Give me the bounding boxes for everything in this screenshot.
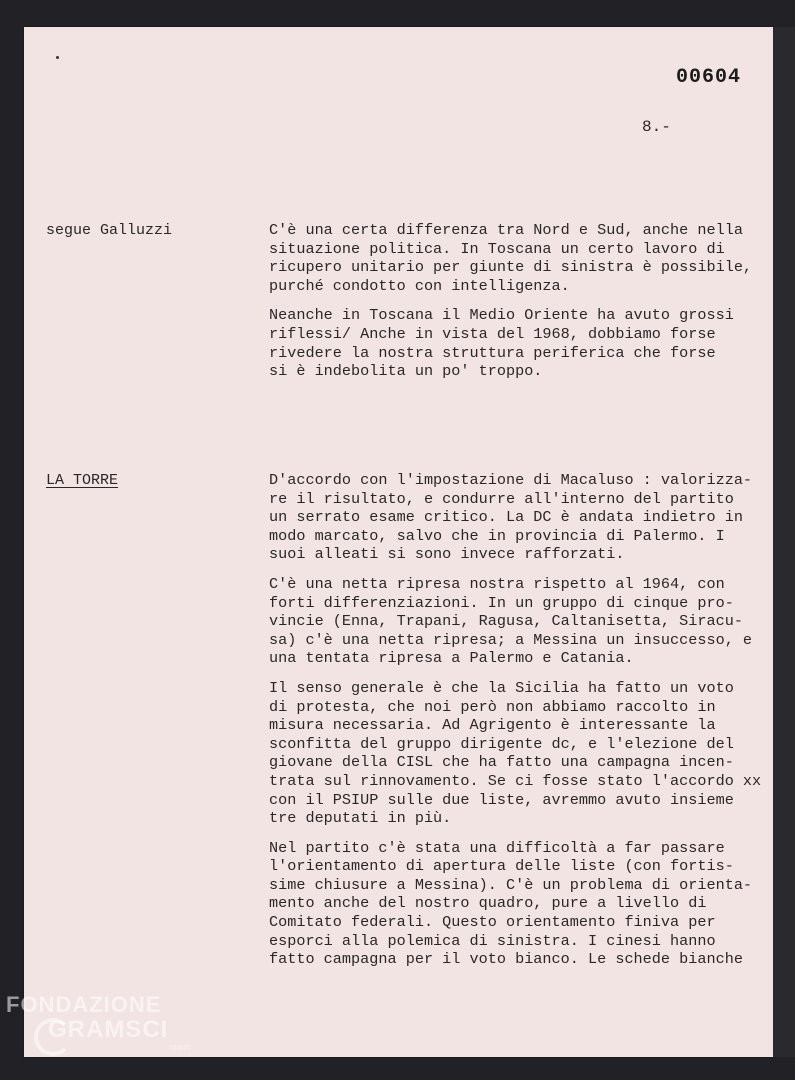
paragraph: Neanche in Toscana il Medio Oriente ha avuto grossi riflessi/ Anche in vista del 1968, dobbiamo forse rivedere la nostra struttura periferica che forse si è indebolita un po' troppo. — [269, 306, 734, 381]
paragraph: Nel partito c'è stata una difficoltà a far passare l'orientamento di apertura delle liste (con fortis- sime chiusure a Messina). C'è un problema di orienta- mento anche del nostro quadro, pure a livello di Comitato federali. Questo orientamento finiva per esporci alla polemica di sinistra. I cinesi hanno fatto campagna per il voto bianco. Le schede bianche — [269, 838, 753, 969]
watermark-line2-text: GRAMSCI — [48, 1016, 169, 1043]
paragraph: C'è una certa differenza tra Nord e Sud, anche nella situazione politica. In Toscana un certo lavoro di ricupero unitario per giunte di sinistra è possibile, purché condotto con intelligenza. — [269, 221, 753, 295]
paragraph: C'è una netta ripresa nostra rispetto al 1964, con forti differenziazioni. In un gruppo di cinque pro- vincie (Enna, Trapani, Ragusa, Caltanisetta, Siracu- sa) c'è una netta ripresa; a Messina un insuccesso, e una tentata ripresa a Palermo e Catania. — [269, 574, 753, 668]
watermark-line1: FONDAZIONE — [6, 992, 162, 1017]
section-la-torre — [269, 471, 764, 980]
paper-speck — [56, 56, 59, 59]
paragraph: D'accordo con l'impostazione di Macaluso : valorizza- re il risultato, e condurre all'interno del partito un serrato esame critico. La DC è andata indietro in modo marcato, salvo che in provincia di Palermo. I suoi alleati si sono invece rafforzati. — [269, 471, 753, 564]
document-number: 00604 — [676, 66, 742, 89]
page-number: 8.- — [642, 118, 671, 136]
speaker-label-galluzzi: segue Galluzzi — [46, 222, 173, 239]
scan-edge — [773, 27, 795, 1057]
paragraph: Il senso generale è che la Sicilia ha fatto un voto di protesta, che noi però non abbiamo raccolto in misura necessaria. Ad Agrigento è interessante la sconfitta del gruppo dirigente dc, e l'elezione del giovane della CISL che ha fatto una campagna incen- trata sul rinnovamento. Se ci fosse stato l'accordo xx con il PSIUP sulle due liste, avremmo avuto insieme tre deputati in più. — [269, 678, 762, 828]
watermark-suffix: onlus — [169, 1042, 191, 1052]
section-galluzzi — [269, 221, 764, 392]
speaker-label-la-torre: LA TORRE — [46, 472, 119, 489]
